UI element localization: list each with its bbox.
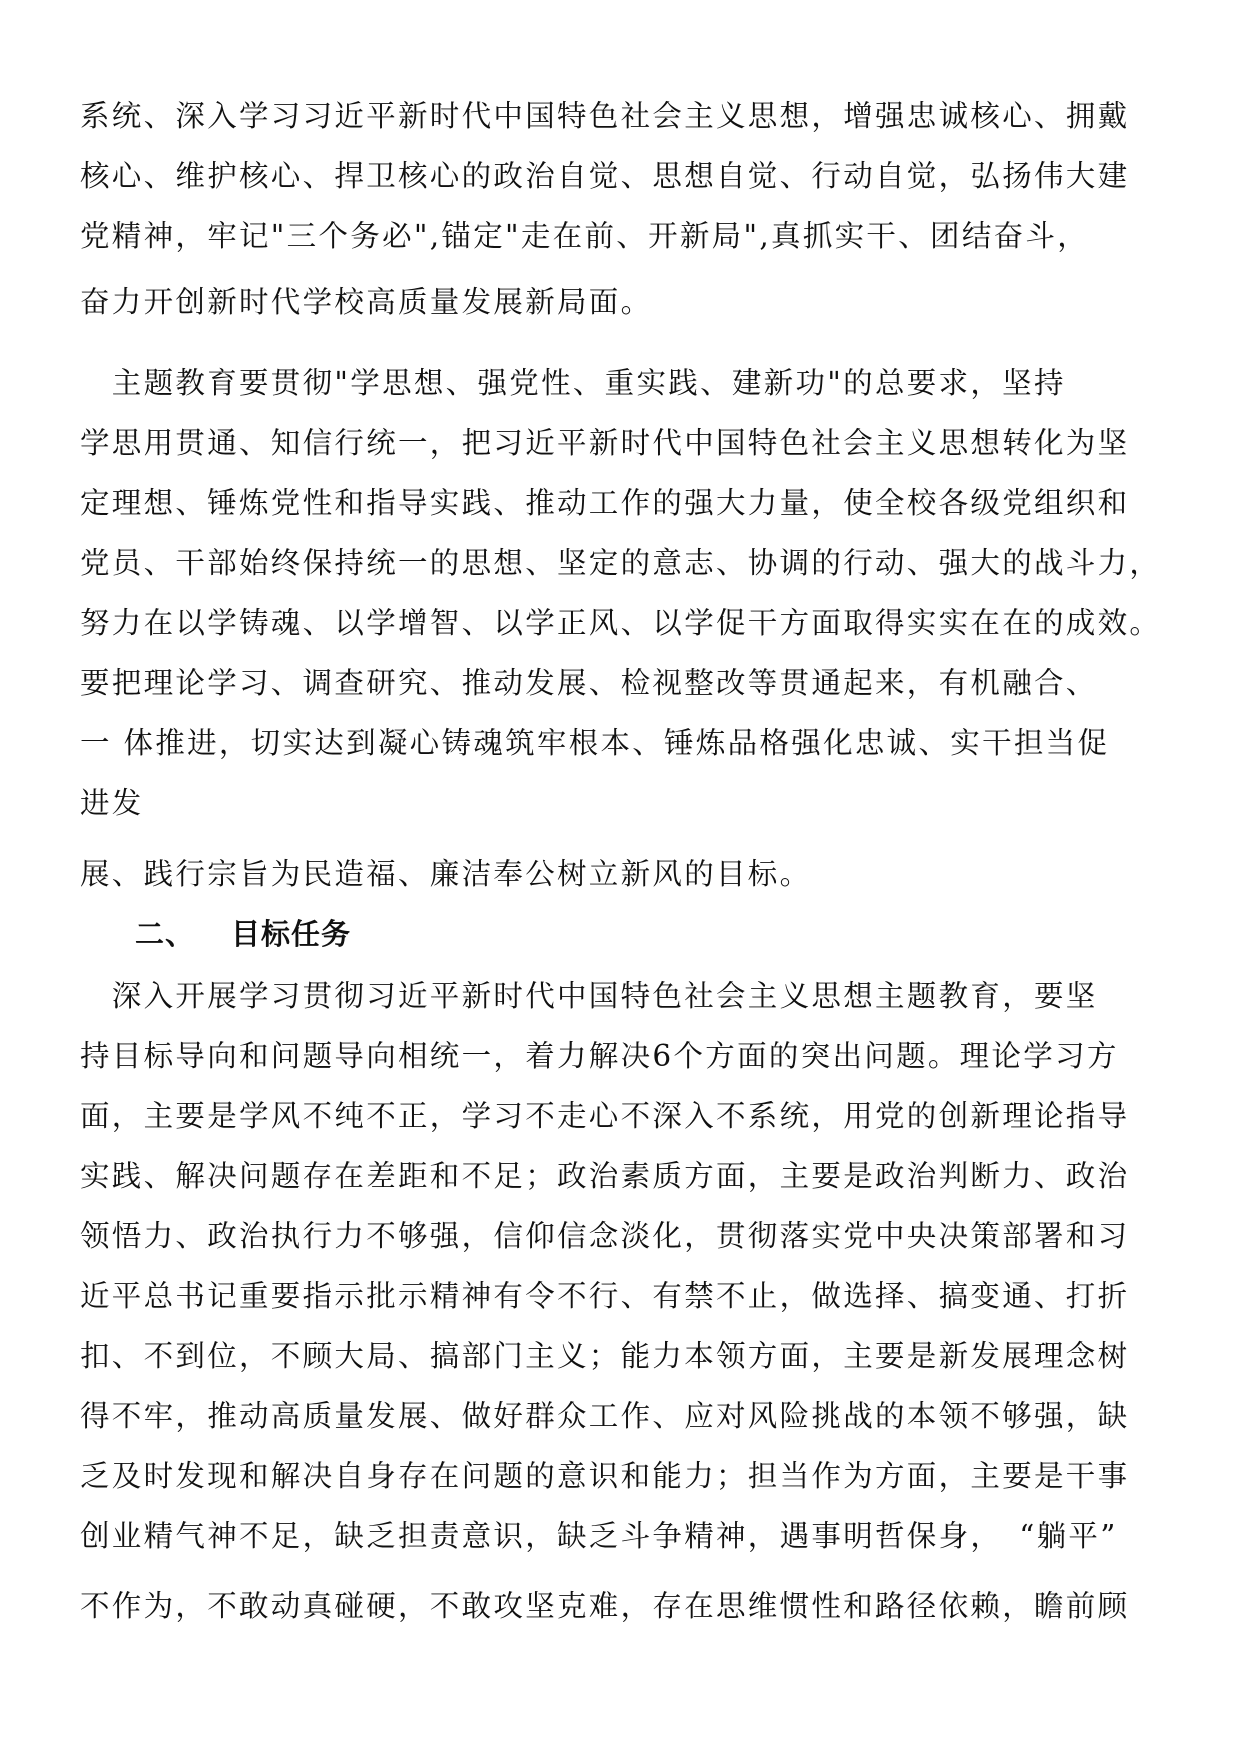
section-number: 二、 (135, 917, 196, 951)
text-line: 奋力开创新时代学校高质量发展新局面。 (80, 285, 653, 319)
text-line: 近平总书记重要指示批示精神有令不行、有禁不止，做选择、搞变通、打折 (80, 1279, 1130, 1313)
text-line: 不作为，不敢动真碰硬，不敢攻坚克难，存在思维惯性和路径依赖，瞻前顾 (80, 1589, 1130, 1623)
text-line: 乏及时发现和解决自身存在问题的意识和能力；担当作为方面，主要是干事 (80, 1459, 1130, 1493)
text-line: 领悟力、政治执行力不够强，信仰信念淡化，贯彻落实党中央决策部署和习 (80, 1219, 1130, 1253)
text-line: 一 体推进，切实达到凝心铸魂筑牢根本、锤炼品格强化忠诚、实干担当促 (80, 726, 1110, 760)
text-line: 创业精气神不足，缺乏担责意识，缺乏斗争精神，遇事明哲保身， “躺平” (80, 1519, 1118, 1553)
text-line: 面，主要是学风不纯不正，学习不走心不深入不系统，用党的创新理论指导 (80, 1099, 1130, 1133)
text-line: 进发 (80, 786, 144, 820)
text-line: 定理想、锤炼党性和指导实践、推动工作的强大力量，使全校各级党组织和 (80, 486, 1130, 520)
text-line: 党员、干部始终保持统一的思想、坚定的意志、协调的行动、强大的战斗力， (80, 546, 1162, 580)
text-line: 要把理论学习、调查研究、推动发展、检视整改等贯通起来，有机融合、 (80, 666, 1098, 700)
text-line: 学思用贯通、知信行统一，把习近平新时代中国特色社会主义思想转化为坚 (80, 426, 1130, 460)
text-line: 系统、深入学习习近平新时代中国特色社会主义思想，增强忠诚核心、拥戴 (80, 99, 1130, 133)
text-line: 努力在以学铸魂、以学增智、以学正风、以学促干方面取得实实在在的成效。 (80, 606, 1162, 640)
text-line: 实践、解决问题存在差距和不足；政治素质方面，主要是政治判断力、政治 (80, 1159, 1130, 1193)
text-line: 持目标导向和问题导向相统一，着力解决6个方面的突出问题。理论学习方 (80, 1039, 1119, 1073)
text-line: 展、践行宗旨为民造福、廉洁奉公树立新风的目标。 (80, 857, 812, 891)
text-line: 党精神，牢记"三个务必",锚定"走在前、开新局",真抓实干、团结奋斗， (80, 219, 1090, 253)
text-line: 扣、不到位，不顾大局、搞部门主义；能力本领方面，主要是新发展理念树 (80, 1339, 1130, 1373)
text-line: 深入开展学习贯彻习近平新时代中国特色社会主义思想主题教育，要坚 (80, 979, 1098, 1013)
text-line: 核心、维护核心、捍卫核心的政治自觉、思想自觉、行动自觉，弘扬伟大建 (80, 159, 1130, 193)
section-heading (135, 914, 735, 958)
text-line: 得不牢，推动高质量发展、做好群众工作、应对风险挑战的本领不够强，缺 (80, 1399, 1130, 1433)
text-line: 主题教育要贯彻"学思想、强党性、重实践、建新功"的总要求，坚持 (80, 366, 1066, 400)
section-title: 目标任务 (231, 917, 352, 951)
